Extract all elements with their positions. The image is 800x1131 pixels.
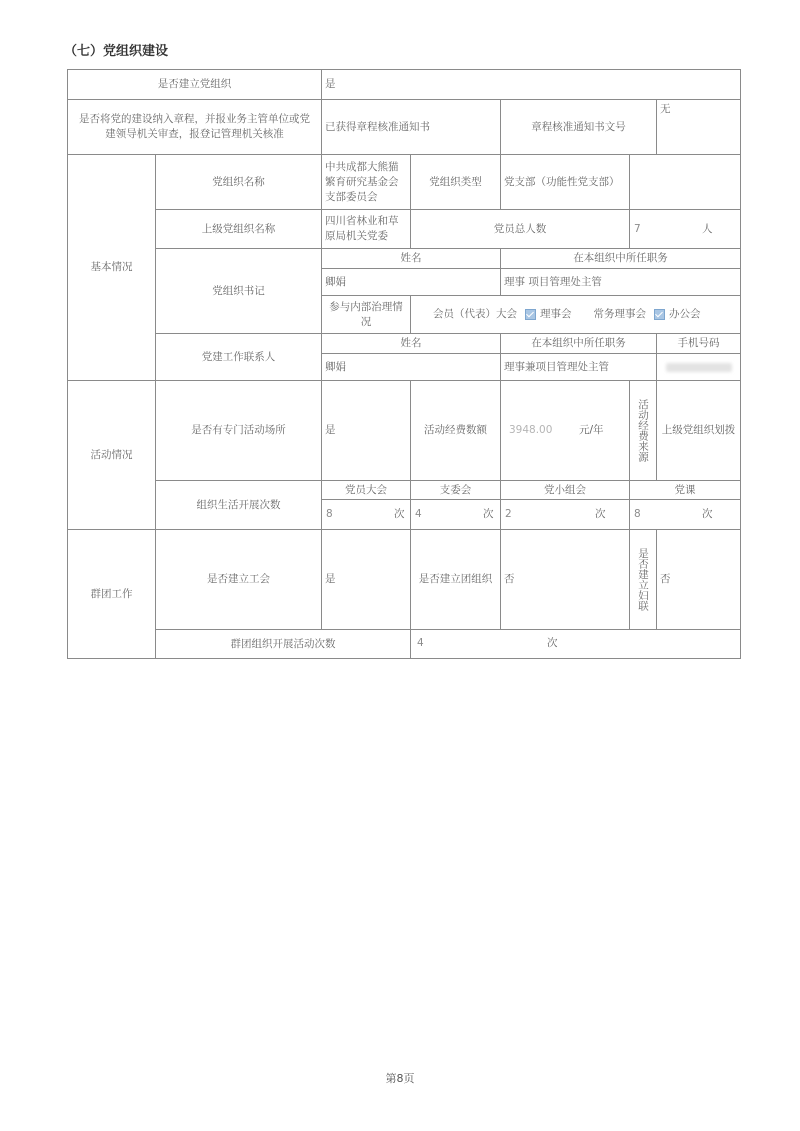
established-label: 是否建立党组织 [67, 69, 322, 100]
charter-doc-label: 章程核准通知书文号 [500, 99, 657, 155]
members-label: 党员总人数 [410, 209, 630, 249]
org-name-label: 党组织名称 [155, 154, 322, 210]
life-value-lecture: 8 次 [629, 499, 741, 530]
contact-name: 卿娟 [321, 353, 501, 381]
secretary-position: 理事 项目管理处主管 [500, 268, 741, 296]
life-value-committee: 4 次 [410, 499, 501, 530]
org-type-value: 党支部（功能性党支部） [500, 154, 630, 210]
contact-label: 党建工作联系人 [155, 333, 322, 381]
checkbox-icon [525, 309, 536, 320]
option-member-congress: 会员（代表）大会 [433, 308, 517, 320]
source-value: 上级党组织划拨 [656, 380, 741, 481]
mass-activity-label: 群团组织开展活动次数 [155, 629, 411, 659]
source-label: 活动经费来源 [629, 380, 657, 481]
venue-value: 是 [321, 380, 411, 481]
page-number: 第8页 [385, 1072, 415, 1085]
mass-activity-cell [410, 629, 741, 659]
charter-label: 是否将党的建设纳入章程，并报业务主管单位或党建领导机关审查，报登记管理机关核准 [67, 99, 322, 155]
life-label: 组织生活开展次数 [155, 480, 322, 530]
contact-position: 理事兼项目管理处主管 [500, 353, 657, 381]
funds-unit: 元/年 [579, 424, 604, 436]
life-header-group: 党小组会 [500, 480, 630, 500]
basic-section-label: 基本情况 [67, 154, 156, 381]
contact-position-header: 在本组织中所任职务 [500, 333, 657, 354]
phone-header: 手机号码 [656, 333, 741, 354]
funds-value: 3948.00 [509, 424, 553, 436]
contact-name-header: 姓名 [321, 333, 501, 354]
secretary-name: 卿娟 [321, 268, 501, 296]
parent-label: 上级党组织名称 [155, 209, 322, 249]
life-value-congress: 8 次 [321, 499, 411, 530]
funds-cell [500, 380, 630, 481]
mass-activity-unit: 次 [547, 637, 558, 649]
league-value: 否 [500, 529, 630, 630]
org-type-label: 党组织类型 [410, 154, 501, 210]
women-label: 是否建立妇联 [629, 529, 657, 630]
charter-value: 已获得章程核准通知书 [321, 99, 501, 155]
name-header: 姓名 [321, 248, 501, 269]
option-council: 理事会 [540, 308, 572, 320]
mass-section-label: 群团工作 [67, 529, 156, 659]
league-label: 是否建立团组织 [410, 529, 501, 630]
venue-label: 是否有专门活动场所 [155, 380, 322, 481]
established-value: 是 [321, 69, 741, 100]
section-title: （七）党组织建设 [64, 44, 169, 59]
women-value: 否 [656, 529, 741, 630]
members-value: 7 [634, 223, 641, 235]
org-type-blank [629, 154, 741, 210]
org-name-value: 中共成都大熊猫繁育研究基金会支部委员会 [321, 154, 411, 210]
life-header-committee: 支委会 [410, 480, 501, 500]
life-header-congress: 党员大会 [321, 480, 411, 500]
secretary-label: 党组织书记 [155, 248, 322, 334]
mass-activity-value: 4 [417, 637, 424, 649]
members-unit: 人 [702, 223, 713, 235]
governance-options [410, 295, 741, 334]
charter-doc-value: 无 [656, 99, 741, 155]
life-header-lecture: 党课 [629, 480, 741, 500]
union-label: 是否建立工会 [155, 529, 322, 630]
members-cell [629, 209, 741, 249]
parent-value: 四川省林业和草原局机关党委 [321, 209, 411, 249]
life-value-group: 2 次 [500, 499, 630, 530]
option-standing-council: 常务理事会 [593, 308, 646, 320]
phone-value-redacted [656, 353, 741, 381]
activity-section-label: 活动情况 [67, 380, 156, 530]
funds-label: 活动经费数额 [410, 380, 501, 481]
checkbox-icon [654, 309, 665, 320]
option-office-meeting: 办公会 [669, 308, 701, 320]
union-value: 是 [321, 529, 411, 630]
governance-label: 参与内部治理情况 [321, 295, 411, 334]
position-header: 在本组织中所任职务 [500, 248, 741, 269]
